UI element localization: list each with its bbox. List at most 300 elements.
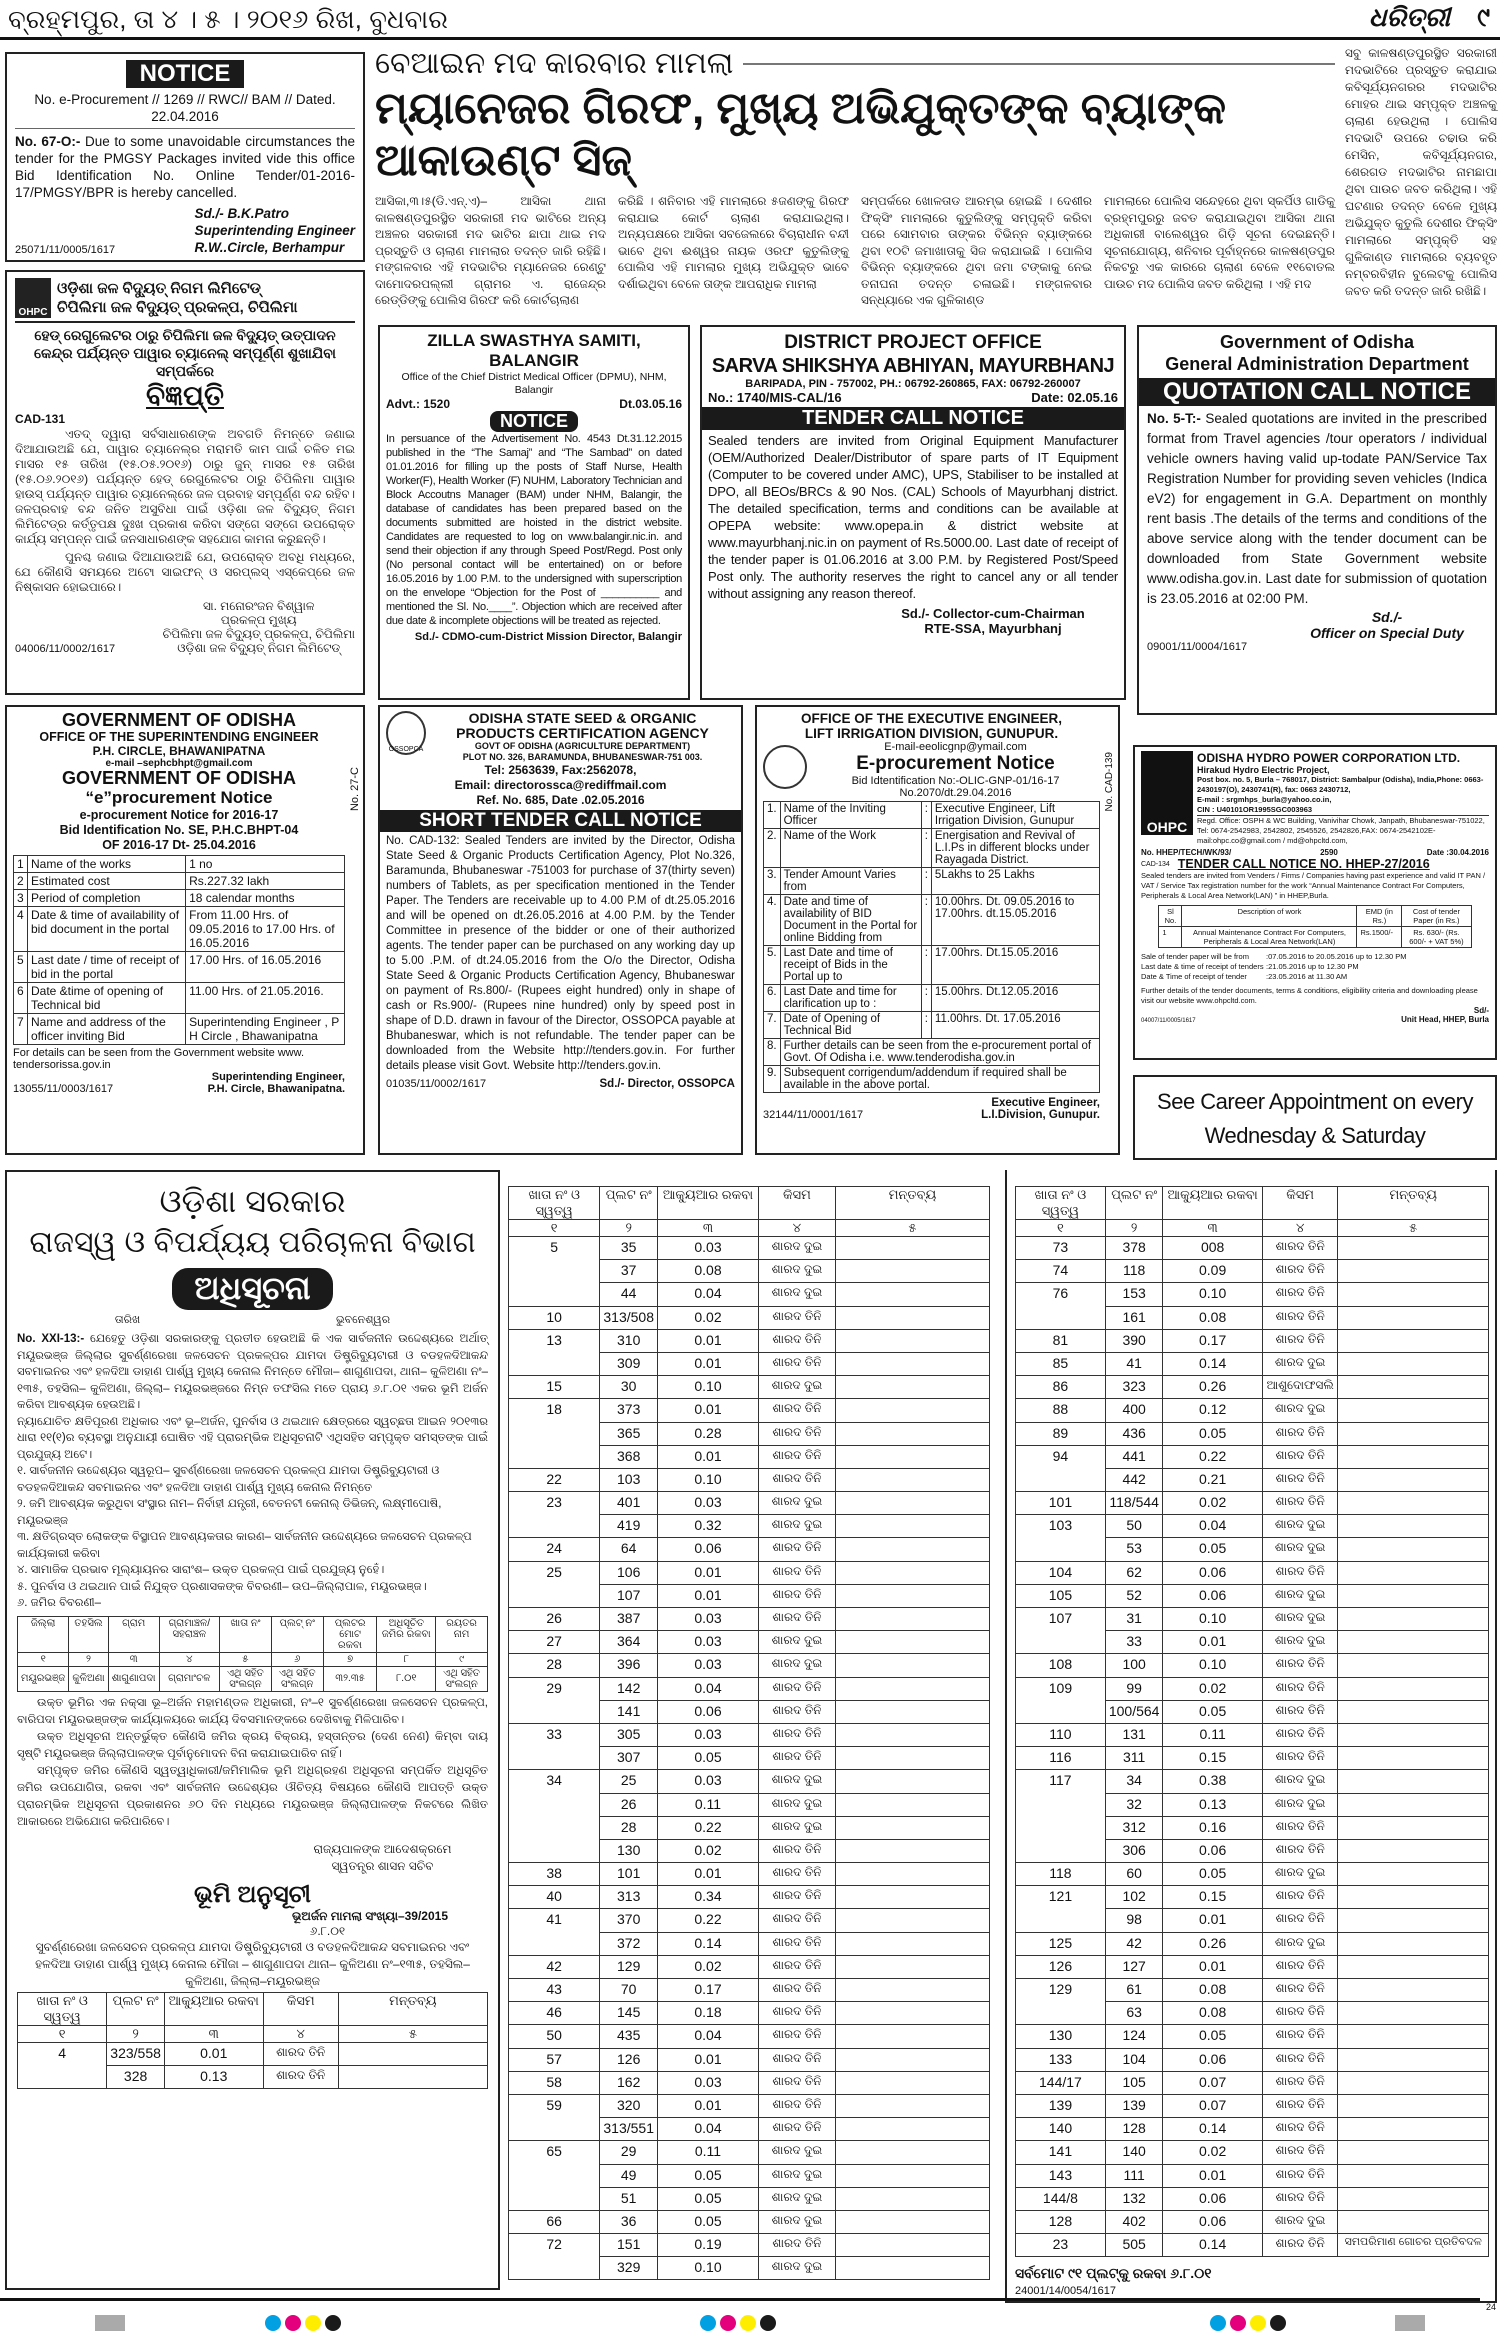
table-cell: Name of the works <box>28 856 186 873</box>
table-cell: 9. <box>764 1066 781 1093</box>
table-cell: ଶାରଦ ଦୁଇ <box>758 1816 835 1839</box>
table-cell: 0.05 <box>1163 1422 1262 1445</box>
table-cell: 141 <box>600 1700 658 1723</box>
table-row <box>509 1955 990 1978</box>
ossopca-tender-notice <box>378 705 743 1155</box>
table-cell: Last date / time of receipt of bid in the portal <box>28 952 186 983</box>
table-cell: 0.15 <box>1163 1886 1262 1909</box>
table-cell: ଶାରଦ ତିନି <box>758 1839 835 1862</box>
remarks-cell <box>1338 1283 1489 1306</box>
notice-footer: For details can be seen from the Government website www. tendersorissa.gov.in <box>13 1047 305 1071</box>
article-body <box>375 193 1335 309</box>
newspaper-logo: ଧରିତ୍ରୀ <box>1368 2 1450 32</box>
advt-number: Advt.: 1520 <box>386 397 451 411</box>
remarks-cell <box>835 1793 989 1816</box>
remarks-cell <box>835 1839 989 1862</box>
remarks-cell <box>1338 2094 1489 2117</box>
table-cell: 435 <box>600 2025 658 2048</box>
table-cell: 0.14 <box>1163 1352 1262 1375</box>
table-row <box>1016 1608 1489 1631</box>
table-row <box>1016 2164 1489 2187</box>
table-cell: 0.03 <box>657 1723 758 1746</box>
table-cell: 0.34 <box>657 1886 758 1909</box>
table-cell: 50 <box>509 2025 600 2048</box>
table-cell: 125 <box>1016 1932 1106 1955</box>
remarks-cell <box>1338 1955 1489 1978</box>
table-cell: Energisation and Revival of L.I.Ps in different blocks under Rayagada District. <box>931 829 1099 868</box>
table-cell: 38 <box>509 1863 600 1886</box>
table-cell: 23 <box>1016 2234 1106 2257</box>
article-column: ସମ୍ପର୍କରେ ଖୋଳତାଡ ଆରମ୍ଭ ହୋଇଛି । ଦେଶୀର ଫିକ୍ସିଂ ମାମଲାରେ କୁତୁଲିଙ୍କୁ ସମ୍ପୃକ୍ତି କରିବା ପରେ ସୋମବାର ତାଙ୍କର ବିଭିନ୍ନ ବ୍ୟାଙ୍କରେ ଥିବା ୧୦ଟି ଜମାଖାତାକୁ ସିଜ କରାଯାଇଛି । ପୋଲିସ ବିଭିନ୍ନ ବ୍ୟାଙ୍କରେ ଥିବା ଜମା ଟଙ୍କାକୁ ନେଇ ତନାଘନା ତଦନ୍ତ ଚଳାଇଛି। ମଙ୍ଗଳବାର ସନ୍ଧ୍ୟାରେ ଏକ ଗୁଳିକାଣ୍ଡ <box>861 194 1092 307</box>
remarks-cell <box>1338 1306 1489 1329</box>
table-cell: 0.01 <box>164 2042 263 2065</box>
remarks-cell <box>1338 1237 1489 1260</box>
org-title: ODISHA STATE SEED & ORGANIC <box>468 710 697 726</box>
table-row <box>764 829 1100 868</box>
notification-para: ନ୍ୟାଯୋଚିତ କ୍ଷତିପୂରଣ ଅଧିକାର ଏବଂ ଭୂ–ଅର୍ଜନ, ପୁନର୍ବାସ ଓ ଥଇଥାନ କ୍ଷେତ୍ରରେ ସ୍ୱଚ୍ଛତା ଆଇନ ୨୦୧୩ର ଧାରା ୧୧(୧)ର ବ୍ୟବସ୍ଥା ଅନୁଯାୟୀ ଘୋଷିତ ଏହି ପ୍ରାରମ୍ଭିକ ଅଧିସୂଚନାଟି ଏଥିସହିତ ସମ୍ପୃକ୍ତ ସମସ୍ତଙ୍କ ପାଇଁ ପ୍ରଯୁଜ୍ୟ ଅଟେ। <box>17 1415 488 1461</box>
table-cell: ଶାରଦ ଦୁଇ <box>758 2141 835 2164</box>
table-cell: 153 <box>1105 1283 1163 1306</box>
table-cell: 34 <box>509 1770 600 1863</box>
table-cell: 130 <box>1016 2025 1106 2048</box>
table-cell: 0.05 <box>657 1747 758 1770</box>
notice-date: Date :30.04.2016 <box>1426 848 1489 857</box>
notice-number-suffix: 2590 <box>1320 848 1338 857</box>
remarks-cell <box>835 1723 989 1746</box>
table-cell: 33 <box>1105 1631 1163 1654</box>
notice-badge: SHORT TENDER CALL NOTICE <box>380 810 741 832</box>
table-row <box>764 895 1100 946</box>
black-dot <box>1270 2315 1286 2331</box>
remarks-cell <box>835 2071 989 2094</box>
remarks-cell <box>1338 1515 1489 1538</box>
table-cell: 0.08 <box>657 1260 758 1283</box>
table-cell: 100 <box>1105 1654 1163 1677</box>
table-cell: ଶାରଦ ତିନି <box>1262 1654 1338 1677</box>
table-cell: 400 <box>1105 1399 1163 1422</box>
office-email: e-mail –sephcbhpt@gmail.com <box>105 758 253 769</box>
table-cell: ଶାରଦ ଦୁଇ <box>758 1237 835 1260</box>
table-cell: 0.01 <box>657 1329 758 1352</box>
table-cell: 29 <box>600 2141 658 2164</box>
cyan-dot <box>1210 2315 1226 2331</box>
table-row <box>764 1012 1100 1039</box>
table-cell: ୪ <box>1262 1220 1338 1237</box>
notice-signature: Sd./- CDMO-cum-District Mission Director, Balangir <box>414 631 682 643</box>
table-cell: 402 <box>1105 2210 1163 2233</box>
notice-body: Sealed tenders are invited from Venders / Firms / Companies having past experience and valid IT PAN / VAT / Service Tax registration number for the work “Annual Maintenance Contract For Computers, Peripherals & Local Area Network(LAN) ” in HHEP,Burla. <box>1141 871 1486 900</box>
table-cell: କିସମ <box>1262 1187 1338 1220</box>
table-row <box>509 2048 990 2071</box>
table-cell: 372 <box>600 1932 658 1955</box>
notice-title: “e”procurement Notice <box>85 788 273 807</box>
org-subtitle: SARVA SHIKSHYA ABHIYAN, MAYURBHANJ <box>711 355 1115 377</box>
table-cell: ଗ୍ରାମାଞ୍ଚଳ/ ସହରାଞ୍ଚଳ <box>159 1616 219 1652</box>
table-cell: ୯ <box>436 1652 488 1666</box>
table-cell: ଶାରଦ ତିନି <box>1262 2164 1338 2187</box>
table-cell: 131 <box>1105 1723 1163 1746</box>
remarks-cell <box>1338 2141 1489 2164</box>
notice-badge: TENDER CALL NOTICE <box>702 407 1124 430</box>
table-row <box>1016 2187 1489 2210</box>
table-row <box>509 1329 990 1352</box>
notice-signature: ସା. ମନୋରଂଜନ ବିଶ୍ୱାଳ ପ୍ରକଳ୍ପ ମୁଖ୍ୟ ଚିପିଲିମା ଜଳ ବିଦ୍ୟୁତ୍ ପ୍ରକଳ୍ପ, ଚିପିଲିମା ଓଡ଼ିଶା ଜଳ ବିଦ୍ୟୁତ୍ ନିଗମ ଲିମିଟେଡ୍ <box>162 599 355 655</box>
table-cell: ଶାରଦ ତିନି <box>758 1886 835 1909</box>
remarks-cell <box>1338 1561 1489 1584</box>
notification-item: ୩. କ୍ଷତିଗ୍ରସ୍ତ ଲୋକଙ୍କ ବିସ୍ଥାପନ ଆବଶ୍ୟକତାର କାରଣ– ସାର୍ବଜନୀନ ଉଦ୍ଦେଶ୍ୟରେ ଜଳସେଚନ ପ୍ରକଳ୍ପ କାର୍ଯ୍ୟକାରୀ କରିବା <box>17 1531 472 1560</box>
notification-signature: ରାଜ୍ୟପାଳଙ୍କ ଆଦେଶକ୍ରମେ ସ୍ୱତନ୍ତ୍ର ଶାସନ ସଚିବ <box>313 1841 452 1873</box>
table-cell: ଶାରଦ ଦୁଇ <box>1262 1631 1338 1654</box>
table-cell: 0.02 <box>657 1955 758 1978</box>
remarks-cell <box>835 1700 989 1723</box>
cell: Rs.1500/- <box>1357 927 1402 948</box>
rwc-notice <box>5 52 365 262</box>
table-cell: ଶାରଦ ତିନି <box>1262 1422 1338 1445</box>
table-row <box>509 1538 990 1561</box>
remarks-cell <box>1338 1352 1489 1375</box>
remarks-cell <box>338 2065 487 2088</box>
table-row <box>509 1492 990 1515</box>
table-row <box>1016 1329 1489 1352</box>
table-cell: 161 <box>1105 1306 1163 1329</box>
table-cell: ଶାରଦ ତିନି <box>1262 1468 1338 1491</box>
table-row <box>1016 1352 1489 1375</box>
cell: 1 <box>1159 927 1182 948</box>
office-name: OFFICE OF THE SUPERINTENDING ENGINEER <box>39 730 319 744</box>
table-cell: ଆଶୁଦୋଫସଲି <box>1262 1376 1338 1399</box>
table-cell: ଶାରଦ ଦୁଇ <box>758 1260 835 1283</box>
table-cell: : <box>921 802 931 829</box>
table-cell: 142 <box>600 1677 658 1700</box>
table-cell: Last Date and time of receipt of Bids in the Portal up to <box>780 946 921 985</box>
table-cell: ଶାରଦ ଦୁଇ <box>758 1515 835 1538</box>
table-cell: 0.07 <box>1163 2071 1262 2094</box>
table-cell: 129 <box>1016 1979 1106 2025</box>
table-row <box>509 2234 990 2257</box>
table-cell: 0.38 <box>1163 1770 1262 1793</box>
table-cell: 118/544 <box>1105 1492 1163 1515</box>
table-cell: : <box>921 946 931 985</box>
table-cell: ଶାରଦ ଦୁଇ <box>1262 1608 1338 1631</box>
remarks-cell <box>835 2094 989 2117</box>
table-cell: 118 <box>1016 1863 1106 1886</box>
table-cell: ୩ <box>657 1220 758 1237</box>
table-cell: 1 <box>14 856 28 873</box>
table-cell: 1. <box>764 802 781 829</box>
table-row <box>1016 2025 1489 2048</box>
table-row <box>764 946 1100 985</box>
table-cell: 0.10 <box>1163 1654 1262 1677</box>
magenta-dot <box>1230 2315 1246 2331</box>
remarks-cell <box>835 2048 989 2071</box>
ad-code: 25071/11/0005/1617 <box>15 244 116 256</box>
table-cell: 126 <box>600 2048 658 2071</box>
table-cell: 0.11 <box>657 2141 758 2164</box>
table-cell: 109 <box>1016 1677 1106 1723</box>
table-cell: 0.12 <box>1163 1399 1262 1422</box>
notice-para-2: ପୁନଶ୍ଚ ଜଣାଇ ଦିଆଯାଉଅଛି ଯେ, ଉପରୋକ୍ତ ଅବଧି ମଧ୍ୟରେ, ଯେ କୌଣସି ସମୟରେ ଅଟୋ ସାଇଫନ୍ ଓ ସରପ୍ଲସ୍ ଏସ୍କେପ୍‌ରେ ଜଳ ନିଷ୍କାସନ ହୋଇପାରେ। <box>15 550 355 594</box>
table-row <box>509 1399 990 1422</box>
ossopca-logo-icon: OSSOPCA <box>386 711 426 755</box>
table-row <box>1016 2048 1489 2071</box>
table-cell: ଶାରଦ ତିନି <box>758 1352 835 1375</box>
table-cell: 2. <box>764 829 781 868</box>
remarks-cell <box>835 1329 989 1352</box>
table-cell: ଶାରଦ ତିନି <box>1262 2025 1338 2048</box>
remarks-cell <box>835 1747 989 1770</box>
table-cell: ଶାରଦ ତିନି <box>758 1723 835 1746</box>
table-cell: 3 <box>14 890 28 907</box>
project-name: Hirakud Hydro Electric Project, <box>1197 765 1330 775</box>
table-cell: 24 <box>509 1538 600 1561</box>
table-cell: 110 <box>1016 1723 1106 1746</box>
cell: Rs. 630/- (Rs. 600/- + VAT 5%) <box>1402 927 1471 948</box>
table-cell: ଶାରଦ ତିନି <box>758 1422 835 1445</box>
office-email: E-mail-eeolicgnp@ymail.com <box>884 741 1027 753</box>
table-cell: 49 <box>600 2164 658 2187</box>
department-seal-icon <box>763 745 807 789</box>
table-row <box>509 1561 990 1584</box>
table-cell: ୨ <box>107 2025 165 2042</box>
ohpc-logo-icon: OHPC <box>15 278 51 318</box>
table-cell: ଶାରଦ ଦୁଇ <box>1262 2210 1338 2233</box>
table-cell: 31 <box>1105 1608 1163 1631</box>
table-cell: 28 <box>509 1654 600 1677</box>
table-row <box>509 2071 990 2094</box>
table-cell: ୩ <box>108 1652 159 1666</box>
remarks-cell <box>1338 2118 1489 2141</box>
table-cell: 18 <box>509 1399 600 1469</box>
notice-body: No. 67-O:- Due to some unavoidable circumstances the tender for the PMGSY Packages invited vide this office Bid Identification No. Online Tender/01-2016-17/PMGSY/BPR is hereby cancelled. <box>15 134 355 200</box>
work-table <box>1158 905 1471 948</box>
ad-code: 04006/11/0002/1617 <box>15 643 116 655</box>
table-cell: 50 <box>1105 1515 1163 1538</box>
notice-title: TENDER CALL NOTICE NO. HHEP-27/2016 <box>1177 857 1430 871</box>
table-cell: ଶାରଦ ତିନି <box>758 1677 835 1700</box>
org-name: ଓଡ଼ିଶା ଜଳ ବିଦ୍ୟୁତ୍ ନିଗମ ଲିମିଟେଡ୍ <box>57 280 261 297</box>
table-cell: ଶାରଦ ତିନି <box>758 1561 835 1584</box>
table-cell: 442 <box>1105 1468 1163 1491</box>
table-cell: ଶାରଦ ତିନି <box>1262 1955 1338 1978</box>
department-name: General Administration Department <box>1165 354 1469 374</box>
table-cell: ୭ <box>323 1652 377 1666</box>
folio-number: 24 <box>1485 2302 1496 2312</box>
table-cell: Name and address of the officer inviting Bid <box>28 1014 186 1045</box>
table-cell: 0.05 <box>657 2187 758 2210</box>
table-cell: ଶାରଦ ଦୁଇ <box>1262 1793 1338 1816</box>
cyan-dot <box>265 2315 281 2331</box>
table-cell: ଏଥି ସହିତ ସଂଲଗ୍ନ <box>271 1666 323 1691</box>
table-cell: ଶାରଦ ଦୁଇ <box>1262 1584 1338 1607</box>
table-cell: 0.02 <box>1163 1677 1262 1700</box>
table-cell: ଗ୍ରାମାଂଚଳ <box>159 1666 219 1691</box>
table-cell: 0.03 <box>657 1654 758 1677</box>
table-cell: Period of completion <box>28 890 186 907</box>
table-cell: 6 <box>14 983 28 1014</box>
remarks-cell <box>835 1399 989 1422</box>
table-cell: 312 <box>1105 1816 1163 1839</box>
table-row <box>14 856 345 873</box>
table-cell: ଶାରଦ ତିନି <box>1262 2094 1338 2117</box>
table-cell: ୩ <box>1163 1220 1262 1237</box>
table-row <box>1016 1492 1489 1515</box>
table-cell: 28 <box>600 1816 658 1839</box>
bid-identification: e-procurement Notice for 2016-17 Bid Identification No. SE, P.H.C.BHPT-04 OF 2016-17 Dt- 25.04.2016 <box>59 808 299 852</box>
table-cell: ୪ <box>263 2025 338 2042</box>
table-cell: 126 <box>1016 1955 1106 1978</box>
table-cell: 0.22 <box>657 1909 758 1932</box>
table-row <box>1016 1515 1489 1538</box>
zilla-notice <box>378 325 690 700</box>
table-cell: ଶାରଦ ଦୁଇ <box>758 1770 835 1793</box>
table-cell: 130 <box>600 1839 658 1862</box>
remarks-cell <box>1338 2025 1489 2048</box>
article-column: କରିଛି । ଶନିବାର ଏହି ମାମଲାରେ ୫ଜଣଙ୍କୁ ଗିରଫ କରାଯାଇ କୋର୍ଟ ଚାଲାଣ କରାଯାଇଥିଲା। ଅନ୍ୟପକ୍ଷରେ ଆସିକା ସବଜେଲରେ ବିଚାରାଧୀନ ବନ୍ଦୀ ଭାବେ ଥିବା ଈଶ୍ୱର ନାୟକ ଓରଫ କୁତୁଲିଙ୍କୁ ପୋଲିସ ଏହି ମାମଲାର ମୁଖ୍ୟ ଅଭିଯୁକ୍ତ ଭାବେ ଦର୍ଶାଇଥିବା ବେଳେ ତାଙ୍କ ଆପରାଧିକ ମାମଲା <box>618 194 849 291</box>
table-cell: 13 <box>509 1329 600 1375</box>
table-cell: ଶାରଦ ତିନି <box>1262 2048 1338 2071</box>
table-cell: ଶାରଦ ତିନି <box>1262 2118 1338 2141</box>
table-cell: 37 <box>600 1260 658 1283</box>
table-row <box>509 1886 990 1909</box>
yellow-dot <box>305 2315 321 2331</box>
table-cell: 25 <box>509 1561 600 1607</box>
table-cell: ୩ <box>164 2025 263 2042</box>
table-row <box>1016 1584 1489 1607</box>
col-header: Cost of tender Paper (in Rs.) <box>1402 906 1471 927</box>
table-cell: 60 <box>1105 1863 1163 1886</box>
table-cell: 26 <box>600 1793 658 1816</box>
remarks-cell <box>1338 1932 1489 1955</box>
remarks-cell <box>1338 1886 1489 1909</box>
article-column: ମାମଲାରେ ପୋଲିସ ସନ୍ଦେହରେ ଥିବା ସ୍କର୍ପିଓ ଗାଡିକୁ ବ୍ରହ୍ମପୁରରୁ ଜବତ କରାଯାଇଥିବା ଆସିକା ଥାନା ଅଧିକାରୀ ବାଲେଶ୍ୱର ଗିଡ଼ି ସୂଚନା ଦେଇଛନ୍ତି। ସୂଚନାଯୋଗ୍ୟ, ଶନିବାର ପୂର୍ବାହ୍ନରେ କାଳଷଣ୍ଡପୁର ନିକଟରୁ ଏକ କାରରେ ଚାଲାଣ ବେଳେ ୧୧ବୋତଲ ପାଉଚ ମଦ ପୋଲିସ ଜବତ କରିଥିଲା । ଏହି ମଦ <box>1104 194 1335 291</box>
table-cell: ଆକ୍ୟୁଆର ରକବା <box>1163 1187 1262 1220</box>
table-cell: ଶାରଦ ଦୁଇ <box>758 1654 835 1677</box>
table-cell: 373 <box>600 1399 658 1422</box>
table-cell: 0.21 <box>1163 1468 1262 1491</box>
table-cell: 36 <box>600 2210 658 2233</box>
table-cell: ଶାରଦ ତିନି <box>758 2118 835 2141</box>
remarks-cell <box>835 1909 989 1932</box>
table-cell: 378 <box>1105 1237 1163 1260</box>
schedule-title: ଭୂମି ଅନୁସୂଚୀ <box>194 1880 311 1908</box>
table-row <box>1016 1376 1489 1399</box>
table-cell: 0.06 <box>657 1700 758 1723</box>
remarks-cell <box>1338 1816 1489 1839</box>
table-cell: 306 <box>1105 1839 1163 1862</box>
table-cell: 0.10 <box>1163 1283 1262 1306</box>
remarks-cell <box>835 1654 989 1677</box>
table-cell: 0.06 <box>1163 1584 1262 1607</box>
ssa-tender-notice <box>700 325 1126 700</box>
org-address: PLOT NO. 326, BARAMUNDA, BHUBANESWAR-751 003. <box>462 752 703 762</box>
remarks-cell <box>835 1677 989 1700</box>
remarks-cell <box>835 1631 989 1654</box>
table-cell: ରୟତର ନାମ <box>436 1616 488 1652</box>
table-cell: 0.28 <box>657 1422 758 1445</box>
table-cell: ୪ <box>159 1652 219 1666</box>
table-cell: ଶାରଦ ତିନି <box>1262 1260 1338 1283</box>
table-row <box>509 2141 990 2164</box>
table-cell: 4 <box>18 2042 107 2088</box>
table-row <box>1016 1979 1489 2002</box>
notification-badge: ଅଧିସୂଚନା <box>172 1268 332 1310</box>
table-cell: 22 <box>509 1468 600 1491</box>
notification-item: ୪. ସାମାଜିକ ପ୍ରଭାବ ମୂଲ୍ୟାୟନର ସାରାଂଶ– ଉକ୍ତ ପ୍ରକଳ୍ପ ପାଇଁ ପ୍ରଯୁଜ୍ୟ ନୁହେଁ। <box>17 1564 385 1576</box>
table-cell: 0.13 <box>164 2065 263 2088</box>
table-row <box>1016 1955 1489 1978</box>
table-cell: ଶାରଦ ଦୁଇ <box>758 1283 835 1306</box>
table-cell: 51 <box>600 2187 658 2210</box>
table-cell: 0.14 <box>657 1932 758 1955</box>
table-cell: ଶାରଦ ଦୁଇ <box>1262 1770 1338 1793</box>
ad-side-number: No. 27-C <box>349 767 361 812</box>
table-cell: 35 <box>600 1237 658 1260</box>
remarks-cell <box>835 1561 989 1584</box>
table-cell: ଶାରଦ ଦୁଇ <box>1262 1538 1338 1561</box>
table-cell: 328 <box>107 2065 165 2088</box>
table-cell: 5Lakhs to 25 Lakhs <box>931 868 1099 895</box>
table-cell: ଶାରଦ ଦୁଇ <box>1262 1932 1338 1955</box>
remarks-cell <box>338 2042 487 2065</box>
table-cell: 0.01 <box>657 1863 758 1886</box>
table-cell: : <box>921 868 931 895</box>
table-cell: 419 <box>600 1515 658 1538</box>
remarks-cell <box>1338 2210 1489 2233</box>
table-cell: ଶାରଦ ତିନି <box>263 2042 338 2065</box>
table-cell: ଶାରଦ ତିନି <box>1262 1283 1338 1306</box>
table-cell: ଶାରଦ ତିନି <box>758 1955 835 1978</box>
notice-number: No.: 1740/MIS-CAL/16 <box>708 390 842 405</box>
table-cell: 43 <box>509 1979 600 2002</box>
table-row <box>1016 1561 1489 1584</box>
table-cell: 86 <box>1016 1376 1106 1399</box>
table-cell: 0.01 <box>657 2094 758 2117</box>
table-cell: 441 <box>1105 1445 1163 1468</box>
table-cell: ୫ <box>835 1220 989 1237</box>
table-cell: ଶାରଦ ତିନି <box>1262 1492 1338 1515</box>
table-cell: 0.14 <box>1163 2118 1262 2141</box>
table-cell: 6. <box>764 985 781 1012</box>
table-row <box>1016 1422 1489 1445</box>
table-cell: 0.15 <box>1163 1747 1262 1770</box>
table-cell: 0.10 <box>657 2257 758 2280</box>
table-row <box>509 1723 990 1746</box>
office-title: OFFICE OF THE EXECUTIVE ENGINEER, <box>800 711 1063 726</box>
table-cell: Last Date and time for clarification up to : <box>780 985 921 1012</box>
table-row <box>1016 1283 1489 1306</box>
table-cell: 0.05 <box>1163 1700 1262 1723</box>
table-cell: ଶାରଦ ଦୁଇ <box>1262 1352 1338 1375</box>
table-cell: ପ୍ଲଟ ନଂ <box>600 1187 658 1220</box>
table-cell: ଶାରଦ ତିନି <box>758 1306 835 1329</box>
registration-mark <box>95 2315 125 2331</box>
table-cell: ୮ <box>377 1652 436 1666</box>
tipilima-notice <box>5 270 365 695</box>
remarks-cell <box>835 1863 989 1886</box>
remarks-cell <box>1338 1468 1489 1491</box>
table-cell: 99 <box>1105 1677 1163 1700</box>
magenta-dot <box>720 2315 736 2331</box>
table-cell: ଶାରଦ ତିନି <box>263 2065 338 2088</box>
ad-code: 13055/11/0003/1617 <box>13 1083 114 1095</box>
notice-signature: Sd./- Collector-cum-Chairman RTE-SSA, Mayurbhanj <box>901 606 1085 636</box>
remarks-cell <box>1338 1376 1489 1399</box>
remarks-cell <box>835 1306 989 1329</box>
table-row <box>14 1014 345 1045</box>
table-cell: 103 <box>600 1468 658 1491</box>
table-cell: 72 <box>509 2234 600 2280</box>
table-cell: ଶାରଦ ତିନି <box>758 1584 835 1607</box>
